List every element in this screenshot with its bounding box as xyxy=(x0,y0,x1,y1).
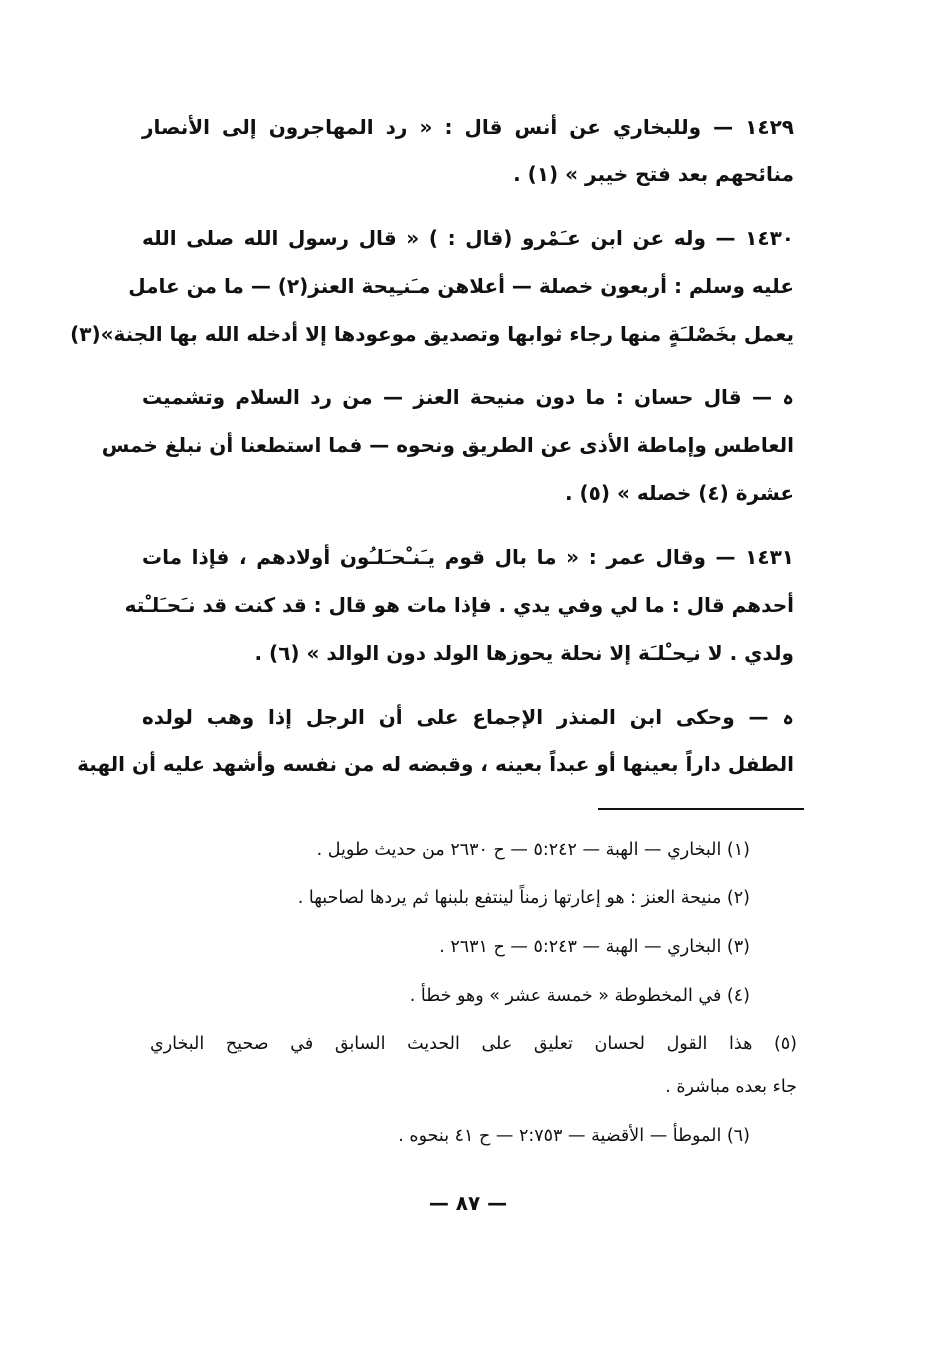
text-line: منائحهم بعد فتح خيبر » (١) . xyxy=(513,162,794,186)
text-line: ہ — قال حسان : ما دون منيحة العنز — من رد السلام وتشميت xyxy=(142,385,794,409)
footnote-line: (٥) هذا القول لحسان تعليق على الحديث السابق في صحيح البخاري xyxy=(150,1034,797,1054)
footnote-separator xyxy=(598,808,804,810)
text-line: ١٤٣١ — وقال عمر : « ما بال قوم يـَنـْحـَلـُون أولادهم ، فإذا مات xyxy=(142,545,794,569)
text-line: العاطس وإماطة الأذى عن الطريق ونحوه — فما استطعنا أن نبلغ خمس xyxy=(101,433,794,457)
footnote-line: (٦) الموطأ — الأقضية — ٢:٧٥٣ — ح ٤١ بنحوه . xyxy=(398,1126,750,1146)
text-line: يعمل بخَصْلـَةٍ منها رجاء ثوابها وتصديق موعودها إلا أدخله الله بها الجنة»(٣) xyxy=(70,322,794,346)
footnote-line: (٣) البخاري — الهبة — ٥:٢٤٣ — ح ٢٦٣١ . xyxy=(439,937,750,957)
text-line: ١٤٣٠ — وله عن ابن عـَمْرو (قال : ) « قال رسول الله صلى الله xyxy=(142,226,794,250)
footnote-line: جاء بعده مباشرة . xyxy=(665,1077,797,1097)
text-line: ١٤٢٩ — وللبخاري عن أنس قال : « رد المهاجرون إلى الأنصار xyxy=(142,115,794,139)
footnote-line: (٤) في المخطوطة « خمسة عشر » وهو خطأ . xyxy=(409,986,750,1006)
text-line: عليه وسلم : أربعون خصلة — أعلاهن مـَنـِيحة العنز(٢) — ما من عامل xyxy=(128,274,794,298)
text-line: ہ — وحكى ابن المنذر الإجماع على أن الرجل إذا وهب لولده xyxy=(142,705,794,729)
footnote-line: (٢) منيحة العنز : هو إعارتها زمناً لينتفع بلبنها ثم يردها لصاحبها . xyxy=(297,888,750,908)
text-line: ولدي . لا نـِحـْلـَة إلا نحلة يحوزها الولد دون الوالد » (٦) . xyxy=(254,641,794,665)
text-line: عشرة (٤) خصله » (٥) . xyxy=(564,481,794,505)
footnote-line: (١) البخاري — الهبة — ٥:٢٤٢ — ح ٢٦٣٠ من حديث طويل . xyxy=(316,840,750,860)
text-line: أحدهم قال : ما لي وفي يدي . فإذا مات هو قال : قد كنت قد نـَحـَلـْته xyxy=(124,593,794,617)
page-number: — ٨٧ — xyxy=(428,1191,508,1215)
text-line: الطفل داراً بعينها أو عبداً بعينه ، وقبضه له من نفسه وأشهد عليه أن الهبة xyxy=(77,752,794,776)
